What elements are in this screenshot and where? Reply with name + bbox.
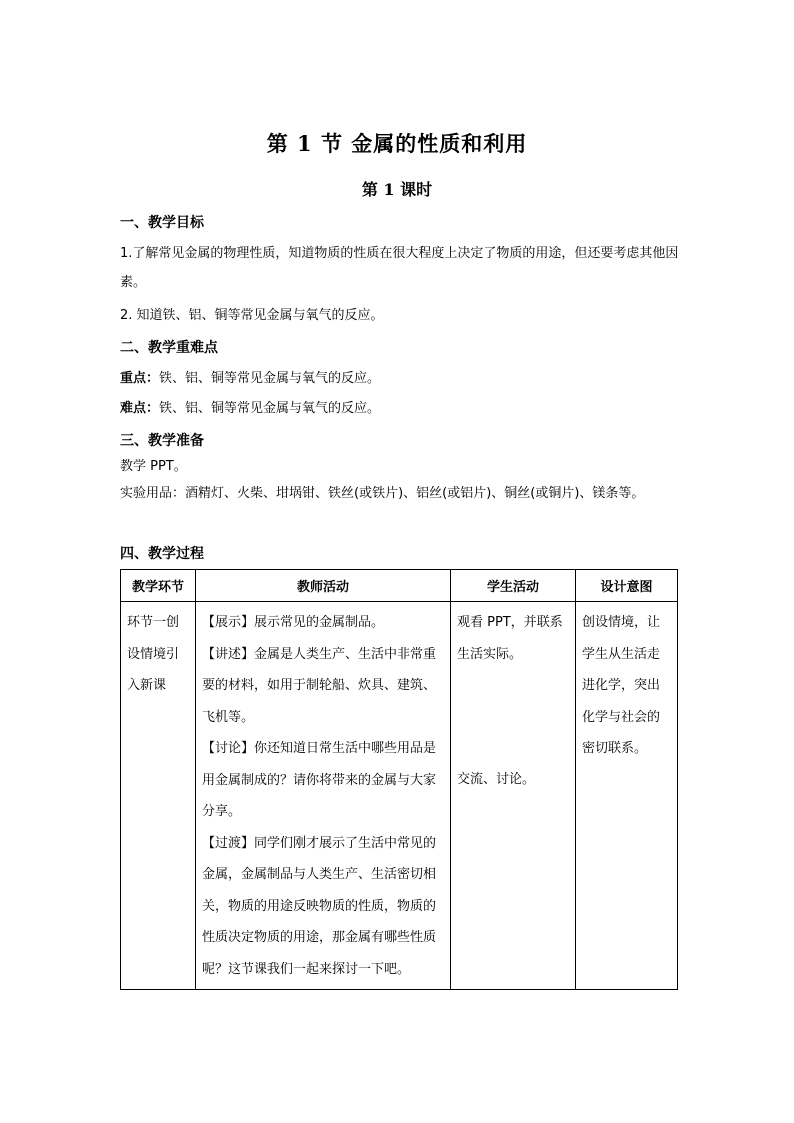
header-teacher: 教师活动 xyxy=(196,570,451,602)
objective-item-1: 1.了解常见金属的物理性质，知道物质的性质在很大程度上决定了物质的用途，但还要考虑其他因素。 xyxy=(120,246,679,290)
preparation-line-2: 实验用品：酒精灯、火柴、坩埚钳、铁丝(或铁片)、铝丝(或铝片)、铜丝(或铜片)、镁条等。 xyxy=(120,486,645,501)
cell-teacher xyxy=(196,602,451,990)
student-activity-2: 交流、讨论。 xyxy=(457,772,536,787)
table-header-row xyxy=(121,570,678,602)
process-heading: 四、教学过程 xyxy=(120,546,204,562)
cell-student xyxy=(451,602,576,990)
difficulty-line xyxy=(120,394,680,423)
key-point-text: 铁、铝、铜等常见金属与氧气的反应。 xyxy=(159,371,381,386)
difficulty-text: 铁、铝、铜等常见金属与氧气的反应。 xyxy=(159,401,381,416)
difficulty-label: 难点： xyxy=(120,401,160,416)
preparation-heading: 三、教学准备 xyxy=(120,433,204,449)
header-student: 学生活动 xyxy=(451,570,576,602)
objectives-heading: 一、教学目标 xyxy=(120,215,204,231)
page-subtitle: 第 1 课时 xyxy=(361,180,433,199)
header-intent: 设计意图 xyxy=(576,570,678,602)
teacher-activity-discuss: 【讨论】你还知道日常生活中哪些用品是用金属制成的？请你将带来的金属与大家分享。 xyxy=(202,741,437,819)
cell-stage: 环节一创设情境引入新课 xyxy=(121,602,196,990)
table-row xyxy=(121,602,678,990)
student-activity-1: 观看 PPT，并联系生活实际。 xyxy=(457,615,563,662)
header-stage: 教学环节 xyxy=(121,570,196,602)
key-point-line xyxy=(120,364,680,393)
process-table xyxy=(120,569,678,990)
teacher-activity-transition: 【过渡】同学们刚才展示了生活中常见的金属，金属制品与人类生产、生活密切相关，物质的用途反映物质的性质，物质的性质决定物质的用途，那金属有哪些性质呢？这节课我们一起来探讨一下吧。 xyxy=(202,835,437,977)
teacher-activity-explain: 【讲述】金属是人类生产、生活中非常重要的材料，如用于制轮船、炊具、建筑、飞机等。 xyxy=(202,646,437,725)
key-point-label: 重点： xyxy=(120,371,160,386)
preparation-line-1: 教学 PPT。 xyxy=(120,459,187,474)
key-points-heading: 二、教学重难点 xyxy=(120,340,218,356)
page-title: 第 1 节 金属的性质和利用 xyxy=(266,131,528,156)
cell-intent: 创设情境，让学生从生活走进化学，突出化学与社会的密切联系。 xyxy=(576,602,678,990)
teacher-activity-show: 【展示】展示常见的金属制品。 xyxy=(202,615,385,630)
objective-item-2: 2. 知道铁、铝、铜等常见金属与氧气的反应。 xyxy=(120,308,384,323)
